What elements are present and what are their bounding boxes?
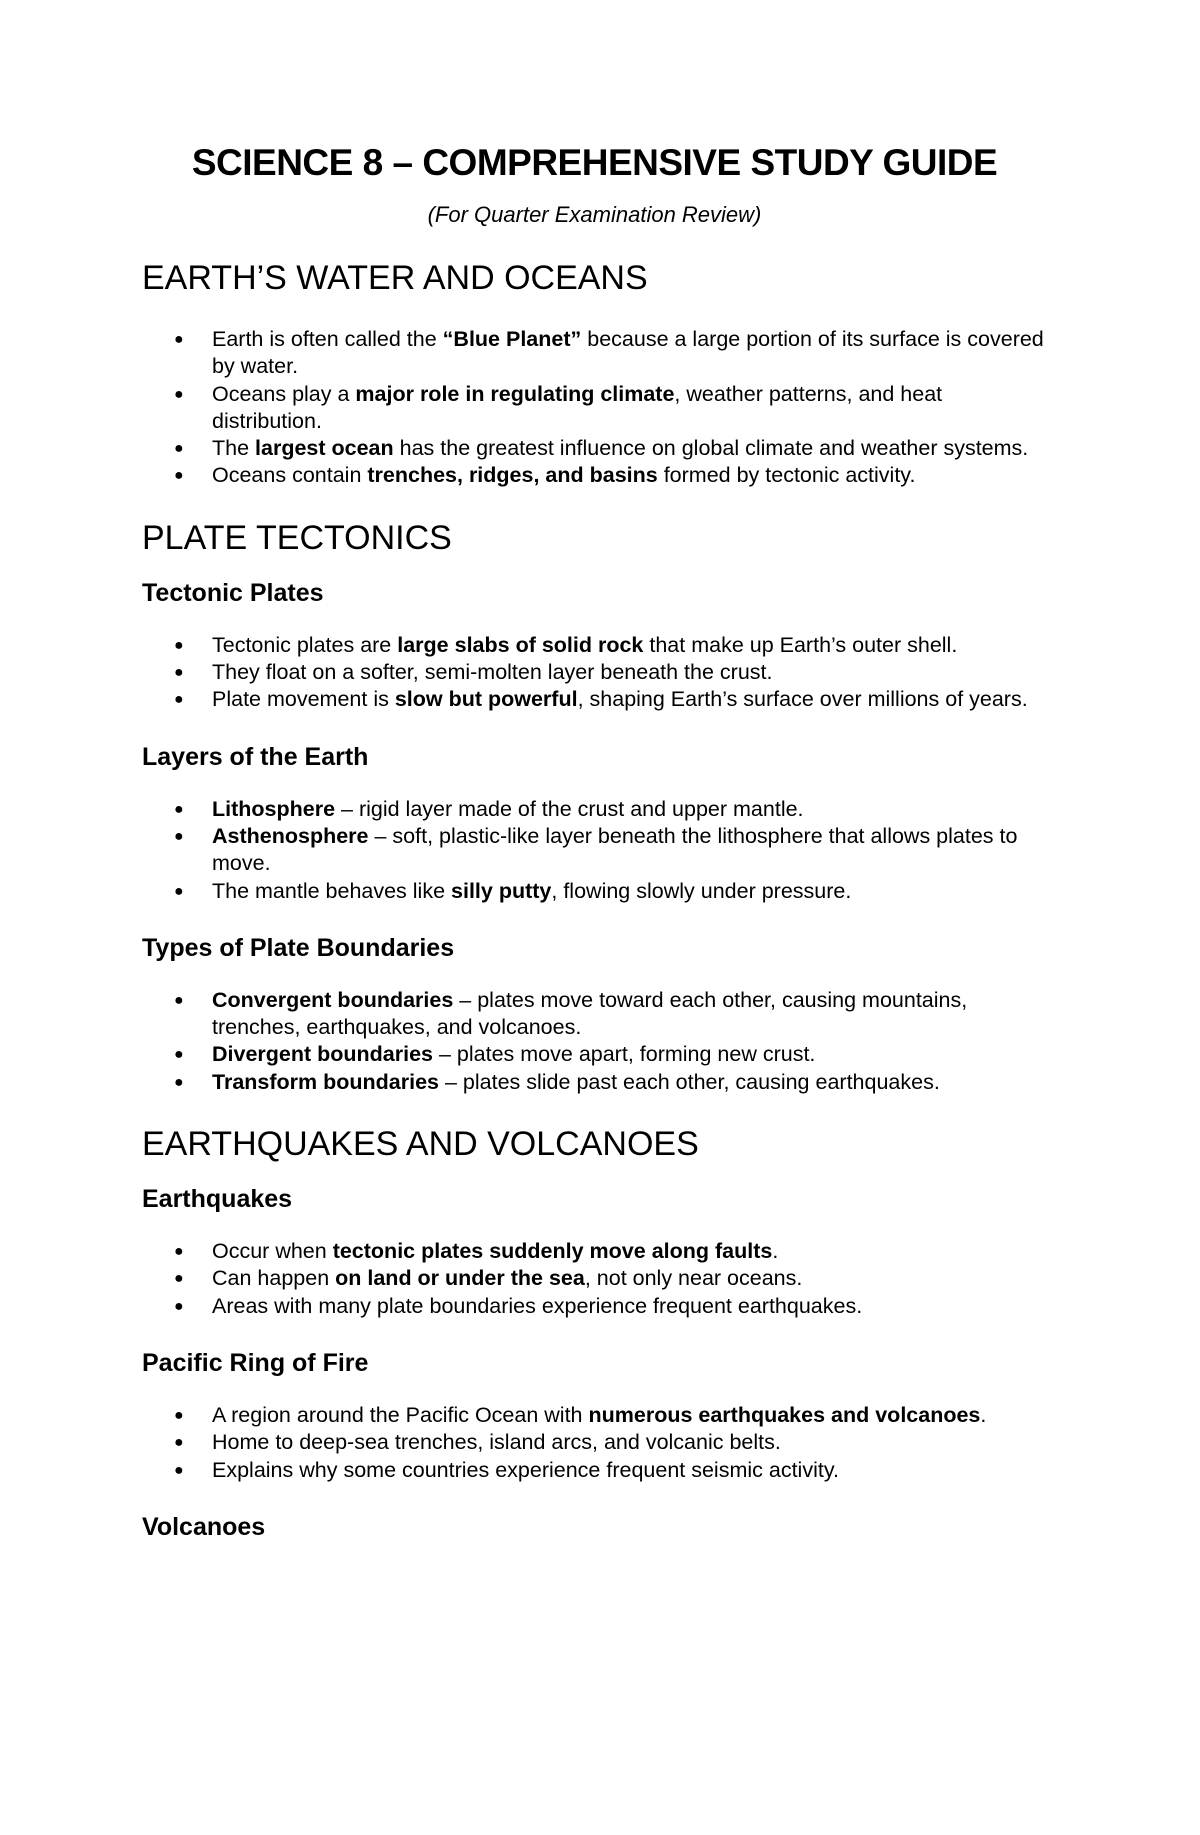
subheading-volcanoes: Volcanoes bbox=[142, 1512, 266, 1541]
bullet-icon: ● bbox=[174, 991, 184, 1009]
list-item: ● Tectonic plates are large slabs of solid rock that make up Earth’s outer shell. bbox=[142, 632, 1047, 659]
list-item: ● Lithosphere – rigid layer made of the crust and upper mantle. bbox=[142, 796, 1047, 823]
bullet-icon: ● bbox=[174, 467, 184, 485]
bullet-icon: ● bbox=[174, 440, 184, 458]
document-title: SCIENCE 8 – COMPREHENSIVE STUDY GUIDE bbox=[191, 142, 998, 183]
bullet-icon: ● bbox=[174, 882, 184, 900]
bullet-icon: ● bbox=[174, 1073, 184, 1091]
boundaries-bullet-list bbox=[142, 987, 1047, 1096]
bullet-icon: ● bbox=[174, 1046, 184, 1064]
list-item: ● Oceans contain trenches, ridges, and basins formed by tectonic activity. bbox=[142, 462, 1047, 489]
list-item: ● Oceans play a major role in regulating climate, weather patterns, and heat distribution. bbox=[174, 381, 943, 433]
list-item: ● Explains why some countries experience frequent seismic activity. bbox=[142, 1457, 1047, 1484]
list-item: ● The mantle behaves like silly putty, flowing slowly under pressure. bbox=[142, 878, 1047, 905]
bullet-icon: ● bbox=[174, 827, 184, 845]
list-item: ● Can happen on land or under the sea, not only near oceans. bbox=[142, 1265, 1047, 1292]
section-heading-earthquakes-volcanoes: EARTHQUAKES AND VOLCANOES bbox=[142, 1125, 699, 1164]
bullet-icon: ● bbox=[174, 1434, 184, 1452]
list-item: ● Occur when tectonic plates suddenly move along faults. bbox=[142, 1238, 1047, 1265]
list-item: ● Home to deep-sea trenches, island arcs, and volcanic belts. bbox=[142, 1429, 1047, 1456]
layers-bullet-list bbox=[142, 796, 1047, 905]
ring-of-fire-bullet-list bbox=[142, 1402, 1047, 1484]
bullet-icon: ● bbox=[174, 331, 184, 348]
oceans-bullet-list bbox=[142, 326, 1047, 490]
list-item: ● Areas with many plate boundaries experience frequent earthquakes. bbox=[142, 1293, 1047, 1320]
tectonic-plates-bullet-list bbox=[142, 632, 1047, 714]
bullet-icon: ● bbox=[174, 691, 184, 709]
list-item: ● A region around the Pacific Ocean with numerous earthquakes and volcanoes. bbox=[142, 1402, 1047, 1429]
bullet-icon: ● bbox=[174, 1297, 184, 1315]
earthquakes-bullet-list bbox=[142, 1238, 1047, 1320]
document-subtitle: (For Quarter Examination Review) bbox=[427, 202, 762, 227]
bullet-icon: ● bbox=[174, 800, 184, 818]
bullet-icon: ● bbox=[174, 664, 184, 682]
study-guide-page bbox=[142, 140, 1047, 1542]
list-item: ● The largest ocean has the greatest influence on global climate and weather systems. bbox=[142, 435, 1047, 462]
list-item: ● Transform boundaries – plates slide past each other, causing earthquakes. bbox=[142, 1069, 1047, 1096]
list-item: ● Earth is often called the “Blue Planet” because a large portion of its surface is covered by water. bbox=[174, 327, 1044, 379]
section-heading-plate-tectonics: PLATE TECTONICS bbox=[142, 518, 452, 557]
subheading-tectonic-plates: Tectonic Plates bbox=[142, 578, 324, 607]
list-item: ● Convergent boundaries – plates move toward each other, causing mountains, trenches, earthquakes, and volcanoes. bbox=[174, 987, 968, 1040]
subheading-ring-of-fire: Pacific Ring of Fire bbox=[142, 1348, 369, 1377]
bullet-icon: ● bbox=[174, 385, 184, 403]
subheading-layers-of-earth: Layers of the Earth bbox=[142, 742, 369, 771]
subheading-plate-boundaries: Types of Plate Boundaries bbox=[142, 933, 455, 962]
bullet-icon: ● bbox=[174, 1406, 184, 1424]
list-item: ● Plate movement is slow but powerful, shaping Earth’s surface over millions of years. bbox=[142, 686, 1047, 713]
list-item: ● Asthenosphere – soft, plastic-like layer beneath the lithosphere that allows plates to move. bbox=[174, 823, 1018, 876]
list-item: ● They float on a softer, semi-molten layer beneath the crust. bbox=[142, 659, 1047, 686]
subheading-earthquakes: Earthquakes bbox=[142, 1185, 293, 1214]
list-item: ● Divergent boundaries – plates move apart, forming new crust. bbox=[142, 1041, 1047, 1068]
bullet-icon: ● bbox=[174, 1243, 184, 1261]
section-heading-oceans: EARTH’S WATER AND OCEANS bbox=[142, 259, 648, 297]
bullet-icon: ● bbox=[174, 1270, 184, 1288]
bullet-icon: ● bbox=[174, 636, 184, 654]
bullet-icon: ● bbox=[174, 1461, 184, 1479]
